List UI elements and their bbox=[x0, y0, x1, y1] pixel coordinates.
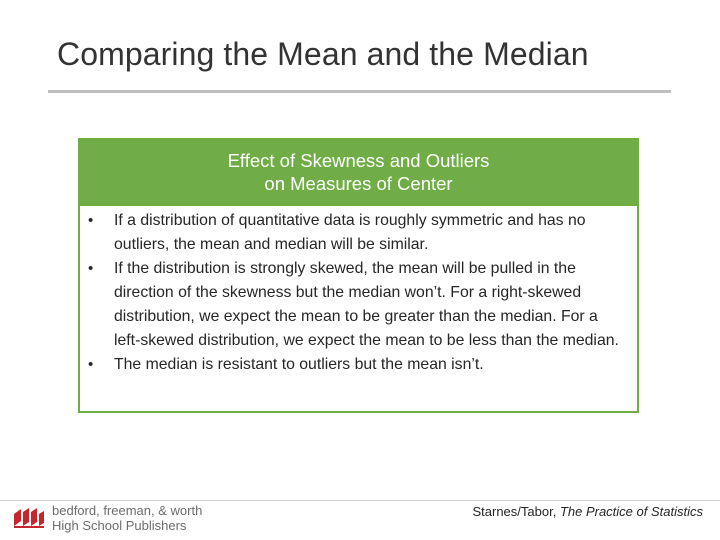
bullet-symbol: • bbox=[88, 356, 94, 373]
publisher-imprint: High School Publishers bbox=[52, 518, 187, 533]
title-divider bbox=[48, 90, 671, 93]
bullet-list bbox=[80, 209, 637, 377]
slide-title: Comparing the Mean and the Median bbox=[57, 36, 589, 72]
bullet-item bbox=[80, 257, 637, 353]
book-credit bbox=[472, 504, 703, 519]
footer-divider bbox=[0, 500, 720, 501]
publisher-logo bbox=[12, 504, 212, 534]
bullet-item bbox=[80, 353, 637, 377]
book-authors: Starnes/Tabor, bbox=[472, 504, 560, 519]
box-header-line1: Effect of Skewness and Outliers bbox=[227, 150, 490, 171]
bullet-text: If the distribution is strongly skewed, the mean will be pulled in the direction of the skewness but the median won’t. For a right-skewed distribution, we expect the mean to be greater than the median. For a left-skewed distribution, we expect the mean to be less than the median. bbox=[114, 260, 619, 349]
publisher-logo-icon bbox=[12, 506, 46, 530]
bullet-symbol: • bbox=[88, 212, 94, 229]
content-box bbox=[78, 138, 639, 413]
bullet-symbol: • bbox=[88, 260, 94, 277]
bullet-text: If a distribution of quantitative data is roughly symmetric and has no outliers, the mean and median will be similar. bbox=[114, 212, 586, 253]
box-header-line2: on Measures of Center bbox=[264, 173, 453, 194]
bullet-item bbox=[80, 209, 637, 257]
bullet-text: The median is resistant to outliers but the mean isn’t. bbox=[114, 356, 484, 373]
box-header bbox=[80, 140, 637, 206]
book-title: The Practice of Statistics bbox=[559, 504, 703, 519]
publisher-name: bedford, freeman, & worth bbox=[52, 503, 203, 518]
